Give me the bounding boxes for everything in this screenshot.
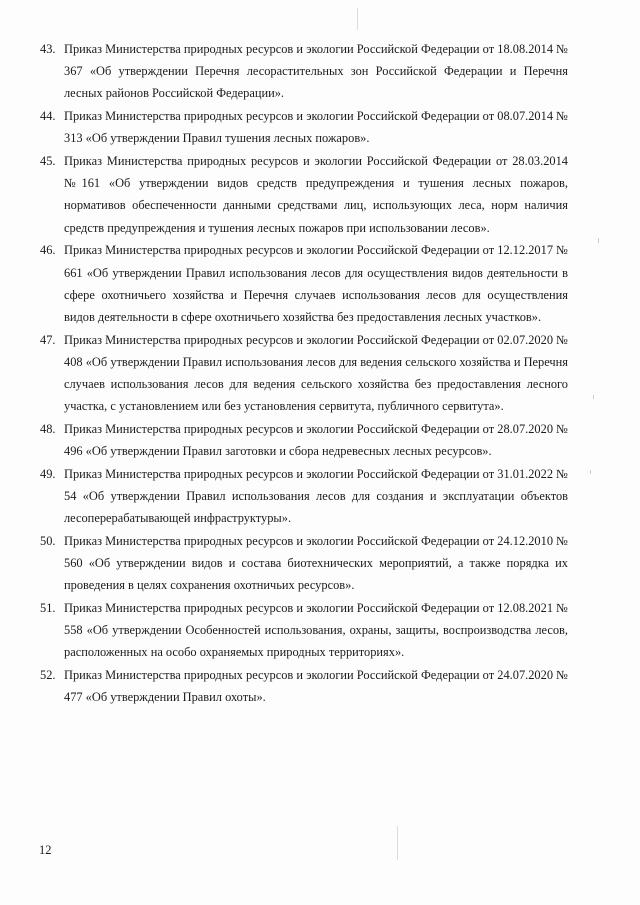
item-number: 47.	[40, 332, 56, 347]
item-number: 48.	[40, 421, 56, 436]
item-number: 52.	[40, 668, 56, 683]
list-item	[40, 463, 568, 530]
list-item	[40, 239, 568, 328]
item-text: Приказ Министерства природных ресурсов и экологии Российской Федерации от 24.07.2020 № 477 «Об утверждении Правил охоты».	[64, 668, 568, 705]
item-text: Приказ Министерства природных ресурсов и экологии Российской Федерации от 12.12.2017 № 661 «Об утверждении Правил использования лесов для осуществления видов деятельности в сфере охотничьего хозяйства и Перечня случаев использования лесов для осуществления видов деятельности в сфере охотничьего хозяйства без предоставления лесных участков».	[64, 243, 568, 324]
scan-artifact	[357, 8, 358, 30]
scan-artifact	[590, 470, 591, 474]
regulation-list	[40, 38, 568, 709]
item-text: Приказ Министерства природных ресурсов и экологии Российской Федерации от 18.08.2014 № 367 «Об утверждении Перечня лесорастительных зон Российской Федерации и Перечня лесных районов Российской Федерации».	[64, 42, 568, 101]
list-item	[40, 597, 568, 664]
list-item	[40, 329, 568, 418]
item-number: 49.	[40, 466, 56, 481]
item-number: 43.	[40, 42, 56, 56]
item-number: 46.	[40, 243, 56, 258]
list-item	[40, 664, 568, 708]
item-number: 44.	[40, 109, 56, 124]
item-text: Приказ Министерства природных ресурсов и экологии Российской Федерации от 31.01.2022 № 54 «Об утверждении Правил использования лесов для создания и эксплуатации объектов лесоперерабатывающей инфраструктуры».	[64, 466, 568, 526]
item-text: Приказ Министерства природных ресурсов и экологии Российской Федерации от 28.07.2020 № 496 «Об утверждении Правил заготовки и сбора недревесных лесных ресурсов».	[64, 421, 568, 459]
item-number: 51.	[40, 601, 56, 616]
list-item	[40, 38, 568, 105]
item-text: Приказ Министерства природных ресурсов и экологии Российской Федерации от 08.07.2014 № 313 «Об утверждении Правил тушения лесных пожаров».	[64, 109, 568, 146]
list-item	[40, 530, 568, 597]
item-number: 50.	[40, 533, 56, 548]
list-item	[40, 105, 568, 149]
page-number: 12	[39, 843, 52, 857]
scan-artifact	[593, 395, 594, 399]
item-text: Приказ Министерства природных ресурсов и экологии Российской Федерации от 12.08.2021 № 558 «Об утверждении Особенностей использования, охраны, защиты, воспроизводства лесов, расположенных на особо охраняемых природных территориях».	[64, 601, 568, 660]
item-text: Приказ Министерства природных ресурсов и экологии Российской Федерации от 28.03.2014 №161 «Об утверждении видов средств предупреждения и тушения лесных пожаров, нормативов обеспеченности данными средствами лиц, использующих леса, норм наличия средств предупреждения и тушения лесных пожаров при использовании лесов».	[64, 154, 568, 235]
list-item	[40, 150, 568, 239]
scan-artifact	[598, 238, 599, 243]
item-text: Приказ Министерства природных ресурсов и экологии Российской Федерации от 24.12.2010 № 560 «Об утверждении видов и состава биотехнических мероприятий, а также порядка их проведения в целях сохранения охотничьих ресурсов».	[64, 533, 568, 593]
item-number: 45.	[40, 154, 56, 169]
scan-artifact	[397, 826, 398, 860]
item-text: Приказ Министерства природных ресурсов и экологии Российской Федерации от 02.07.2020 № 408 «Об утверждении Правил использования лесов для ведения сельского хозяйства и Перечня случаев использования лесов для ведения сельского хозяйства без предоставления лесного участка, с установлением или без установления сервитута, публичного сервитута».	[64, 332, 568, 414]
list-item	[40, 418, 568, 462]
